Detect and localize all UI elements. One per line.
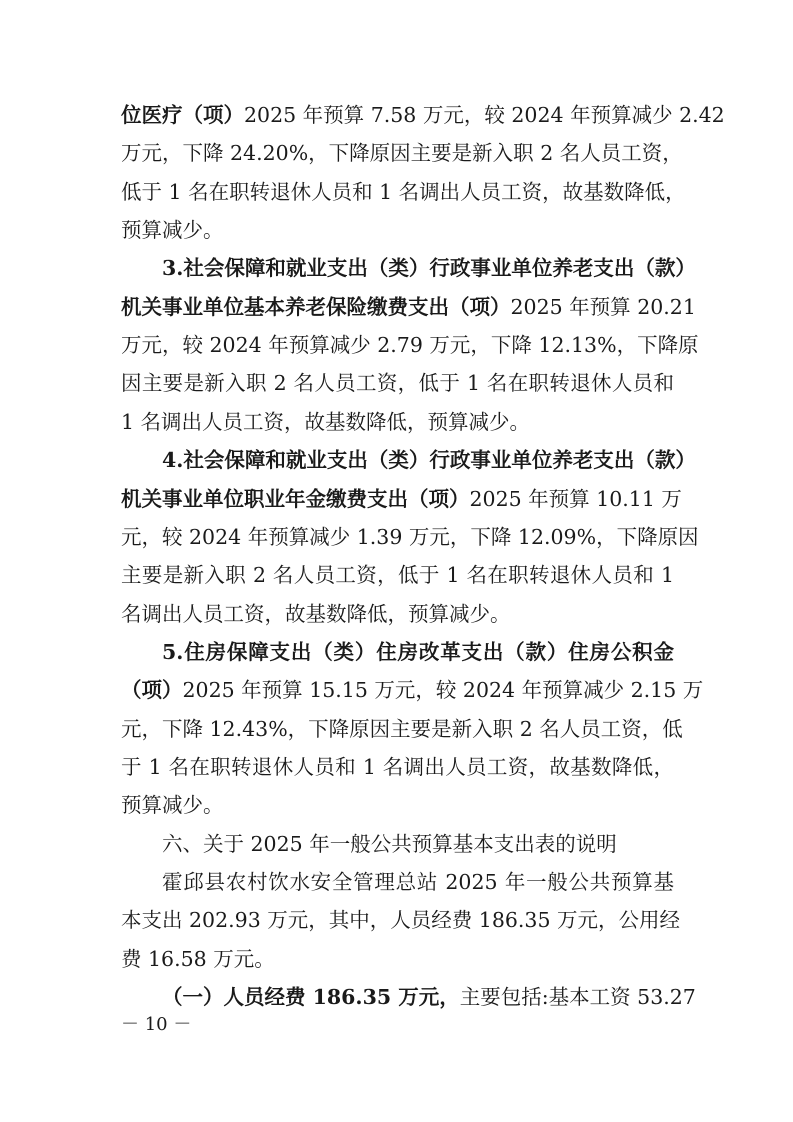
text-line: [121, 97, 725, 133]
text-line: [121, 404, 674, 440]
text-segment: 2025 年预算 15.15 万元，较 2024 年预算减少 2.15 万: [182, 678, 704, 703]
text-segment: 主要包括:基本工资 53.27: [459, 985, 696, 1010]
bold-text-segment: 5.住房保障支出（类）住房改革支出（款）住房公积金: [162, 639, 674, 664]
text-segment: 本支出 202.93 万元，其中，人员经费 186.35 万元，公用经: [121, 908, 681, 933]
text-line: [121, 596, 674, 632]
text-segment: 预算减少。: [121, 793, 224, 818]
text-line: [121, 519, 699, 555]
bold-text-segment: 4.社会保障和就业支出（类）行政事业单位养老支出（款）: [162, 448, 696, 473]
text-segment: 元，较 2024 年预算减少 1.39 万元，下降 12.09%，下降原因: [121, 524, 699, 549]
bold-text-segment: 机关事业单位基本养老保险缴费支出（项）: [121, 294, 511, 319]
text-line: [162, 864, 674, 900]
text-line: [121, 289, 696, 325]
text-segment: 元，下降 12.43%，下降原因主要是新入职 2 名人员工资，低: [121, 716, 683, 741]
text-segment: 六、关于 2025 年一般公共预算基本支出表的说明: [162, 831, 617, 856]
text-segment: 1 名调出人员工资，故基数降低，预算减少。: [121, 409, 531, 434]
bold-text-segment: 3.社会保障和就业支出（类）行政事业单位养老支出（款）: [162, 256, 696, 281]
text-line: [121, 212, 674, 248]
text-segment: 主要是新入职 2 名人员工资，低于 1 名在职转退休人员和 1: [121, 563, 674, 588]
text-line: [121, 711, 683, 747]
text-line: [121, 135, 683, 171]
text-line: [121, 941, 674, 977]
text-segment: 预算减少。: [121, 218, 224, 243]
text-segment: 万元，下降 24.20%，下降原因主要是新入职 2 名人员工资，: [121, 141, 683, 166]
text-segment: 低于 1 名在职转退休人员和 1 名调出人员工资，故基数降低，: [121, 179, 686, 204]
text-line: [162, 634, 674, 670]
text-line: [121, 672, 704, 708]
text-line: [121, 327, 699, 363]
text-segment: 2025 年预算 7.58 万元，较 2024 年预算减少 2.42: [244, 103, 725, 127]
text-line: [121, 174, 686, 210]
text-segment: 2025 年预算 10.11 万: [469, 486, 682, 511]
text-segment: 因主要是新入职 2 名人员工资，低于 1 名在职转退休人员和: [121, 371, 674, 396]
bold-text-segment: （项）: [121, 678, 183, 703]
text-segment: 名调出人员工资，故基数降低，预算减少。: [121, 601, 511, 626]
text-segment: 万元，较 2024 年预算减少 2.79 万元，下降 12.13%，下降原: [121, 333, 699, 358]
page-number: － 10 －: [121, 1014, 192, 1035]
text-line: [121, 787, 674, 823]
text-line: [162, 442, 696, 478]
text-line: [162, 250, 696, 286]
text-segment: 费 16.58 万元。: [121, 946, 275, 971]
bold-text-segment: 机关事业单位职业年金缴费支出（项）: [121, 486, 470, 511]
text-line: [121, 902, 681, 938]
text-line: [162, 979, 696, 1015]
text-line: [121, 365, 674, 401]
text-line: [162, 826, 674, 862]
bold-text-segment: （一）人员经费 186.35 万元，: [162, 985, 460, 1010]
text-line: [121, 481, 682, 517]
text-line: [121, 749, 674, 785]
text-line: [121, 557, 674, 593]
text-segment: 霍邱县农村饮水安全管理总站 2025 年一般公共预算基: [162, 870, 674, 894]
text-segment: 2025 年预算 20.21: [510, 294, 696, 319]
bold-text-segment: 位医疗（项）: [121, 103, 244, 127]
text-segment: 于 1 名在职转退休人员和 1 名调出人员工资，故基数降低，: [121, 754, 674, 779]
